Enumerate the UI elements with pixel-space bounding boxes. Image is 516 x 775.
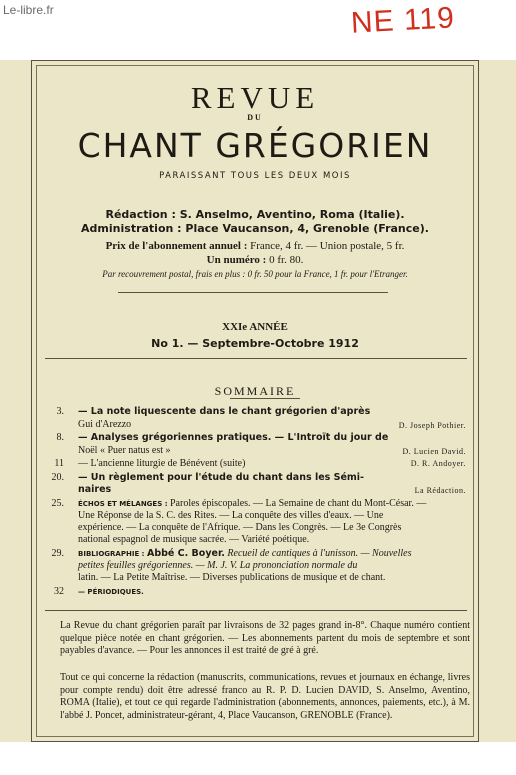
subscription-price [40,240,470,252]
numero-value: 0 fr. 80. [269,254,304,266]
contents-heading: SOMMAIRE [214,384,296,398]
administration-address: Administration : Place Vaucanson, 4, Grenoble (France). [81,222,429,235]
volume-year: XXIe ANNÉE [222,321,288,333]
prix-value: France, 4 fr. — Union postale, 5 fr. [250,240,405,252]
echos-line: Une Réponse de la S. C. des Rites. — La conquête des villes d'eaux. — Une [78,510,384,521]
watermark-text: Le-libre.fr [3,3,54,17]
toc-author: D. Lucien David. [402,447,466,456]
title-chant-gregorien: CHANT GRÉGORIEN [77,126,433,165]
toc-page: 11 [54,458,64,469]
footer-paragraph: La Revue du chant grégorien paraît par livraisons de 32 pages grand in-8°. Chaque numéro contient quelque pièce notée en chant grégorien. — Les abonnements partent du mois de septembre et sont payables d'avance. — Pour les annonces il est traité de gré à gré. [60,620,470,656]
toc-page: 20. [51,472,64,483]
divider [118,292,388,293]
prix-label: Prix de l'abonnement annuel : [105,240,248,252]
toc-author: D. R. Andoyer. [410,459,466,468]
issue-number: No 1. — Septembre-Octobre 1912 [151,337,359,350]
bottom-margin [0,742,516,775]
toc-page: 3. [56,406,64,417]
toc-author: La Rédaction. [414,486,466,495]
numero-label: Un numéro : [206,254,267,266]
biblio-line: Recueil de cantiques à l'unisson. — Nouvelles [227,548,412,559]
title-du: DU [247,113,263,122]
toc-title-cont: Gui d'Arezzo [78,419,132,430]
handwritten-stamp: NE 119 [350,1,456,40]
toc-title: — L'ancienne liturgie de Bénévent (suite) [78,458,246,469]
echos-line: expérience. — La conquête de l'Afrique. — Dans les Congrès. — Le 3e Congrès [78,522,402,533]
echos-label: ÉCHOS ET MÉLANGES : [78,500,168,508]
toc-title: — La note liquescente dans le chant grégorien d'après [78,406,371,417]
toc-page: 8. [56,432,64,443]
biblio-label: BIBLIOGRAPHIE : [78,550,145,558]
title-revue: REVUE [190,80,320,115]
footer-paragraph: Tout ce qui concerne la rédaction (manuscrits, communications, revues et journaux en échange, livres pour compte rendu) doit être adressé franco au R. P. D. Lucien DAVID, S. Anselmo, Aventino, ROMA (Italie), et tout ce qui regarde l'administration (abonnements, annonces, paiements, etc.), à M. l'abbé J. Poncet, administrateur-gérant, 4, Place Vaucanson, GRENOBLE (France). [60,672,470,721]
toc-page: 25. [51,498,64,509]
issue-price [40,254,470,266]
divider [230,398,300,399]
toc-author: D. Joseph Pothier. [398,421,466,430]
subtitle-frequency: PARAISSANT TOUS LES DEUX MOIS [159,171,351,181]
biblio-author: Abbé C. Boyer. [146,548,225,559]
toc-title: — Un règlement pour l'étude du chant dans les Sémi- [78,472,364,483]
toc-page: 32 [54,586,64,597]
echos-line: Paroles épiscopales. — La Semaine de chant du Mont-César. — [170,498,427,509]
redaction-address: Rédaction : S. Anselmo, Aventino, Roma (Italie). [105,208,405,221]
echos-line: national espagnol de musique sacrée. — Variété poétique. [78,534,310,545]
postal-note: Par recouvrement postal, frais en plus : 0 fr. 50 pour la France, 1 fr. pour l'Etranger. [102,269,408,279]
toc-page: 29. [51,548,64,559]
biblio-line: latin. — La Petite Maîtrise. — Diverses publications de musique et de chant. [78,572,386,583]
divider [45,358,467,359]
periodiques-label: — PÉRIODIQUES. [78,588,144,596]
divider [45,610,467,611]
toc-title: — Analyses grégoriennes pratiques. — L'Introït du jour de [78,432,389,443]
toc-title-cont: naires [78,484,112,495]
biblio-line: petites feuilles grégoriennes. — M. J. V. La prononciation normale du [78,560,358,571]
toc-title-cont: Noël « Puer natus est » [78,445,171,456]
